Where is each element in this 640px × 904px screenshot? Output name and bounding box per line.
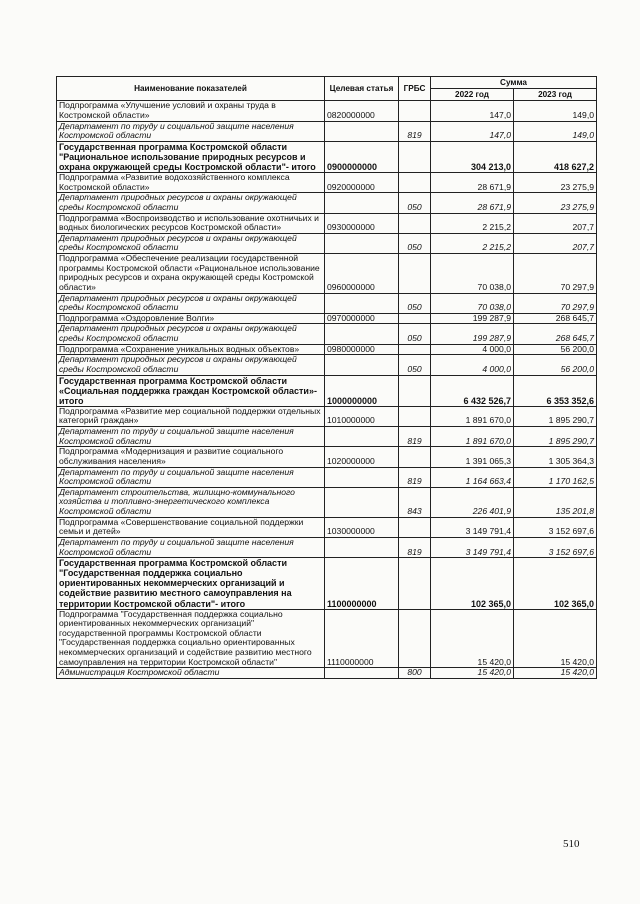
row-name-cell: Департамент строительства, жилищно-коммунального хозяйства и топливно-энергетического комплекса Костромской области <box>57 487 325 517</box>
table-row <box>57 668 597 679</box>
row-target-code-cell: 1110000000 <box>325 609 399 668</box>
row-grbs-cell <box>399 447 431 467</box>
row-2022-amount-cell: 2 215,2 <box>431 233 514 253</box>
row-2023-amount-cell: 23 275,9 <box>514 193 597 213</box>
row-2023-amount-cell: 149,0 <box>514 121 597 141</box>
row-target-code-cell <box>325 427 399 447</box>
row-2023-amount-cell: 6 353 352,6 <box>514 375 597 406</box>
row-grbs-cell <box>399 173 431 193</box>
row-2022-amount-cell: 199 287,9 <box>431 313 514 324</box>
row-target-code-cell <box>325 233 399 253</box>
row-2023-amount-cell: 1 170 162,5 <box>514 467 597 487</box>
row-target-code-cell: 1030000000 <box>325 517 399 537</box>
row-2023-amount-cell: 149,0 <box>514 101 597 121</box>
row-2023-amount-cell: 102 365,0 <box>514 558 597 609</box>
row-target-code-cell: 0980000000 <box>325 344 399 355</box>
row-2022-amount-cell: 70 038,0 <box>431 254 514 294</box>
row-2022-amount-cell: 1 391 065,3 <box>431 447 514 467</box>
table-row <box>57 213 597 233</box>
row-2023-amount-cell: 15 420,0 <box>514 668 597 679</box>
header-sum: Сумма <box>431 77 597 89</box>
row-grbs-cell <box>399 213 431 233</box>
table-row <box>57 375 597 406</box>
table-row <box>57 121 597 141</box>
row-name-cell: Государственная программа Костромской области "Государственная поддержка социально ориентированных некоммерческих организаций и содействие развитию местного самоуправления на территории Костромской области"- итого <box>57 558 325 609</box>
row-grbs-cell: 050 <box>399 233 431 253</box>
row-target-code-cell: 0970000000 <box>325 313 399 324</box>
row-2022-amount-cell: 70 038,0 <box>431 293 514 313</box>
row-2022-amount-cell: 147,0 <box>431 121 514 141</box>
row-2022-amount-cell: 3 149 791,4 <box>431 517 514 537</box>
row-grbs-cell <box>399 254 431 294</box>
row-target-code-cell <box>325 293 399 313</box>
page-number: 510 <box>563 838 580 850</box>
table-row <box>57 355 597 375</box>
row-grbs-cell <box>399 375 431 406</box>
row-grbs-cell <box>399 609 431 668</box>
row-name-cell: Департамент по труду и социальной защите населения Костромской области <box>57 121 325 141</box>
row-name-cell: Департамент природных ресурсов и охраны окружающей среды Костромской области <box>57 193 325 213</box>
row-2023-amount-cell: 418 627,2 <box>514 141 597 172</box>
row-target-code-cell: 1020000000 <box>325 447 399 467</box>
table-row <box>57 173 597 193</box>
row-2023-amount-cell: 268 645,7 <box>514 313 597 324</box>
header-year-2023: 2023 год <box>514 89 597 101</box>
row-target-code-cell <box>325 487 399 517</box>
table-row <box>57 254 597 294</box>
table-body <box>57 101 597 679</box>
row-2023-amount-cell: 135 201,8 <box>514 487 597 517</box>
row-2023-amount-cell: 1 895 290,7 <box>514 427 597 447</box>
row-2022-amount-cell: 1 164 663,4 <box>431 467 514 487</box>
row-name-cell: Подпрограмма «Развитие водохозяйственного комплекса Костромской области» <box>57 173 325 193</box>
row-grbs-cell: 050 <box>399 355 431 375</box>
row-2023-amount-cell: 207,7 <box>514 213 597 233</box>
table-row <box>57 609 597 668</box>
row-target-code-cell <box>325 355 399 375</box>
row-target-code-cell: 0820000000 <box>325 101 399 121</box>
row-2023-amount-cell: 56 200,0 <box>514 344 597 355</box>
row-name-cell: Государственная программа Костромской области "Рациональное использование природных ресурсов и охрана окружающей среды Костромской области"- итого <box>57 141 325 172</box>
row-2022-amount-cell: 3 149 791,4 <box>431 537 514 557</box>
table-row <box>57 193 597 213</box>
table-row <box>57 427 597 447</box>
row-2023-amount-cell: 23 275,9 <box>514 173 597 193</box>
row-name-cell: Департамент природных ресурсов и охраны окружающей среды Костромской области <box>57 233 325 253</box>
row-2022-amount-cell: 6 432 526,7 <box>431 375 514 406</box>
table-row <box>57 558 597 609</box>
row-grbs-cell: 819 <box>399 467 431 487</box>
row-name-cell: Подпрограмма «Совершенствование социальной поддержки семьи и детей» <box>57 517 325 537</box>
table-header <box>57 77 597 101</box>
row-grbs-cell: 050 <box>399 324 431 344</box>
row-name-cell: Подпрограмма "Государственная поддержка социально ориентированных некоммерческих организаций" государственной программы Костромской области "Государственная поддержка социально ориентированных некоммерческих организаций и содействие развитию местного самоуправления на территории Костромской области" <box>57 609 325 668</box>
row-2022-amount-cell: 4 000,0 <box>431 344 514 355</box>
row-2023-amount-cell: 56 200,0 <box>514 355 597 375</box>
row-name-cell: Подпрограмма «Оздоровление Волги» <box>57 313 325 324</box>
table-row <box>57 406 597 426</box>
row-target-code-cell: 1100000000 <box>325 558 399 609</box>
row-2023-amount-cell: 1 895 290,7 <box>514 406 597 426</box>
table-row <box>57 324 597 344</box>
row-name-cell: Подпрограмма «Обеспечение реализации государственной программы Костромской области «Рациональное использование природных ресурсов и охрана окружающей среды Костромской области» <box>57 254 325 294</box>
row-name-cell: Подпрограмма «Сохранение уникальных водных объектов» <box>57 344 325 355</box>
row-target-code-cell: 0900000000 <box>325 141 399 172</box>
header-year-2022: 2022 год <box>431 89 514 101</box>
row-target-code-cell <box>325 537 399 557</box>
row-2022-amount-cell: 2 215,2 <box>431 213 514 233</box>
row-grbs-cell <box>399 558 431 609</box>
row-grbs-cell: 050 <box>399 293 431 313</box>
row-2023-amount-cell: 15 420,0 <box>514 609 597 668</box>
header-code: Целевая статья <box>325 77 399 101</box>
row-2023-amount-cell: 3 152 697,6 <box>514 537 597 557</box>
row-target-code-cell: 0960000000 <box>325 254 399 294</box>
row-2022-amount-cell: 1 891 670,0 <box>431 427 514 447</box>
row-name-cell: Подпрограмма «Модернизация и развитие социального обслуживания населения» <box>57 447 325 467</box>
table-row <box>57 537 597 557</box>
table-row <box>57 141 597 172</box>
table-row <box>57 293 597 313</box>
row-target-code-cell <box>325 668 399 679</box>
row-2023-amount-cell: 70 297,9 <box>514 293 597 313</box>
row-name-cell: Департамент по труду и социальной защите населения Костромской области <box>57 537 325 557</box>
table-row <box>57 487 597 517</box>
row-grbs-cell <box>399 406 431 426</box>
row-grbs-cell: 800 <box>399 668 431 679</box>
row-2023-amount-cell: 3 152 697,6 <box>514 517 597 537</box>
table-row <box>57 447 597 467</box>
row-2022-amount-cell: 4 000,0 <box>431 355 514 375</box>
row-grbs-cell <box>399 344 431 355</box>
budget-table <box>56 76 597 679</box>
row-name-cell: Администрация Костромской области <box>57 668 325 679</box>
row-2022-amount-cell: 102 365,0 <box>431 558 514 609</box>
row-2023-amount-cell: 1 305 364,3 <box>514 447 597 467</box>
row-name-cell: Департамент по труду и социальной защите населения Костромской области <box>57 467 325 487</box>
table-row <box>57 313 597 324</box>
row-grbs-cell <box>399 141 431 172</box>
header-grbs: ГРБС <box>399 77 431 101</box>
row-2022-amount-cell: 199 287,9 <box>431 324 514 344</box>
row-2022-amount-cell: 147,0 <box>431 101 514 121</box>
header-name: Наименование показателей <box>57 77 325 101</box>
row-grbs-cell <box>399 101 431 121</box>
row-name-cell: Департамент природных ресурсов и охраны окружающей среды Костромской области <box>57 355 325 375</box>
row-2023-amount-cell: 207,7 <box>514 233 597 253</box>
row-2022-amount-cell: 226 401,9 <box>431 487 514 517</box>
row-name-cell: Департамент природных ресурсов и охраны окружающей среды Костромской области <box>57 324 325 344</box>
table-row <box>57 517 597 537</box>
row-2022-amount-cell: 15 420,0 <box>431 668 514 679</box>
row-2022-amount-cell: 1 891 670,0 <box>431 406 514 426</box>
table-row <box>57 233 597 253</box>
table-row <box>57 344 597 355</box>
row-2022-amount-cell: 28 671,9 <box>431 193 514 213</box>
row-target-code-cell <box>325 324 399 344</box>
row-name-cell: Подпрограмма «Воспроизводство и использование охотничьих и водных биологических ресурсов Костромской области» <box>57 213 325 233</box>
row-name-cell: Государственная программа Костромской области «Социальная поддержка граждан Костромской области»- итого <box>57 375 325 406</box>
table-row <box>57 467 597 487</box>
row-name-cell: Подпрограмма «Улучшение условий и охраны труда в Костромской области» <box>57 101 325 121</box>
row-grbs-cell: 819 <box>399 427 431 447</box>
row-name-cell: Департамент природных ресурсов и охраны окружающей среды Костромской области <box>57 293 325 313</box>
row-target-code-cell: 1000000000 <box>325 375 399 406</box>
row-grbs-cell: 843 <box>399 487 431 517</box>
row-name-cell: Департамент по труду и социальной защите населения Костромской области <box>57 427 325 447</box>
row-2022-amount-cell: 304 213,0 <box>431 141 514 172</box>
row-grbs-cell <box>399 313 431 324</box>
row-target-code-cell: 0930000000 <box>325 213 399 233</box>
row-2022-amount-cell: 28 671,9 <box>431 173 514 193</box>
row-grbs-cell: 050 <box>399 193 431 213</box>
row-grbs-cell: 819 <box>399 537 431 557</box>
row-2023-amount-cell: 70 297,9 <box>514 254 597 294</box>
row-grbs-cell: 819 <box>399 121 431 141</box>
row-name-cell: Подпрограмма «Развитие мер социальной поддержки отдельных категорий граждан» <box>57 406 325 426</box>
row-target-code-cell <box>325 121 399 141</box>
row-target-code-cell <box>325 467 399 487</box>
row-2023-amount-cell: 268 645,7 <box>514 324 597 344</box>
row-2022-amount-cell: 15 420,0 <box>431 609 514 668</box>
table-row <box>57 101 597 121</box>
row-target-code-cell: 1010000000 <box>325 406 399 426</box>
row-target-code-cell: 0920000000 <box>325 173 399 193</box>
row-grbs-cell <box>399 517 431 537</box>
row-target-code-cell <box>325 193 399 213</box>
